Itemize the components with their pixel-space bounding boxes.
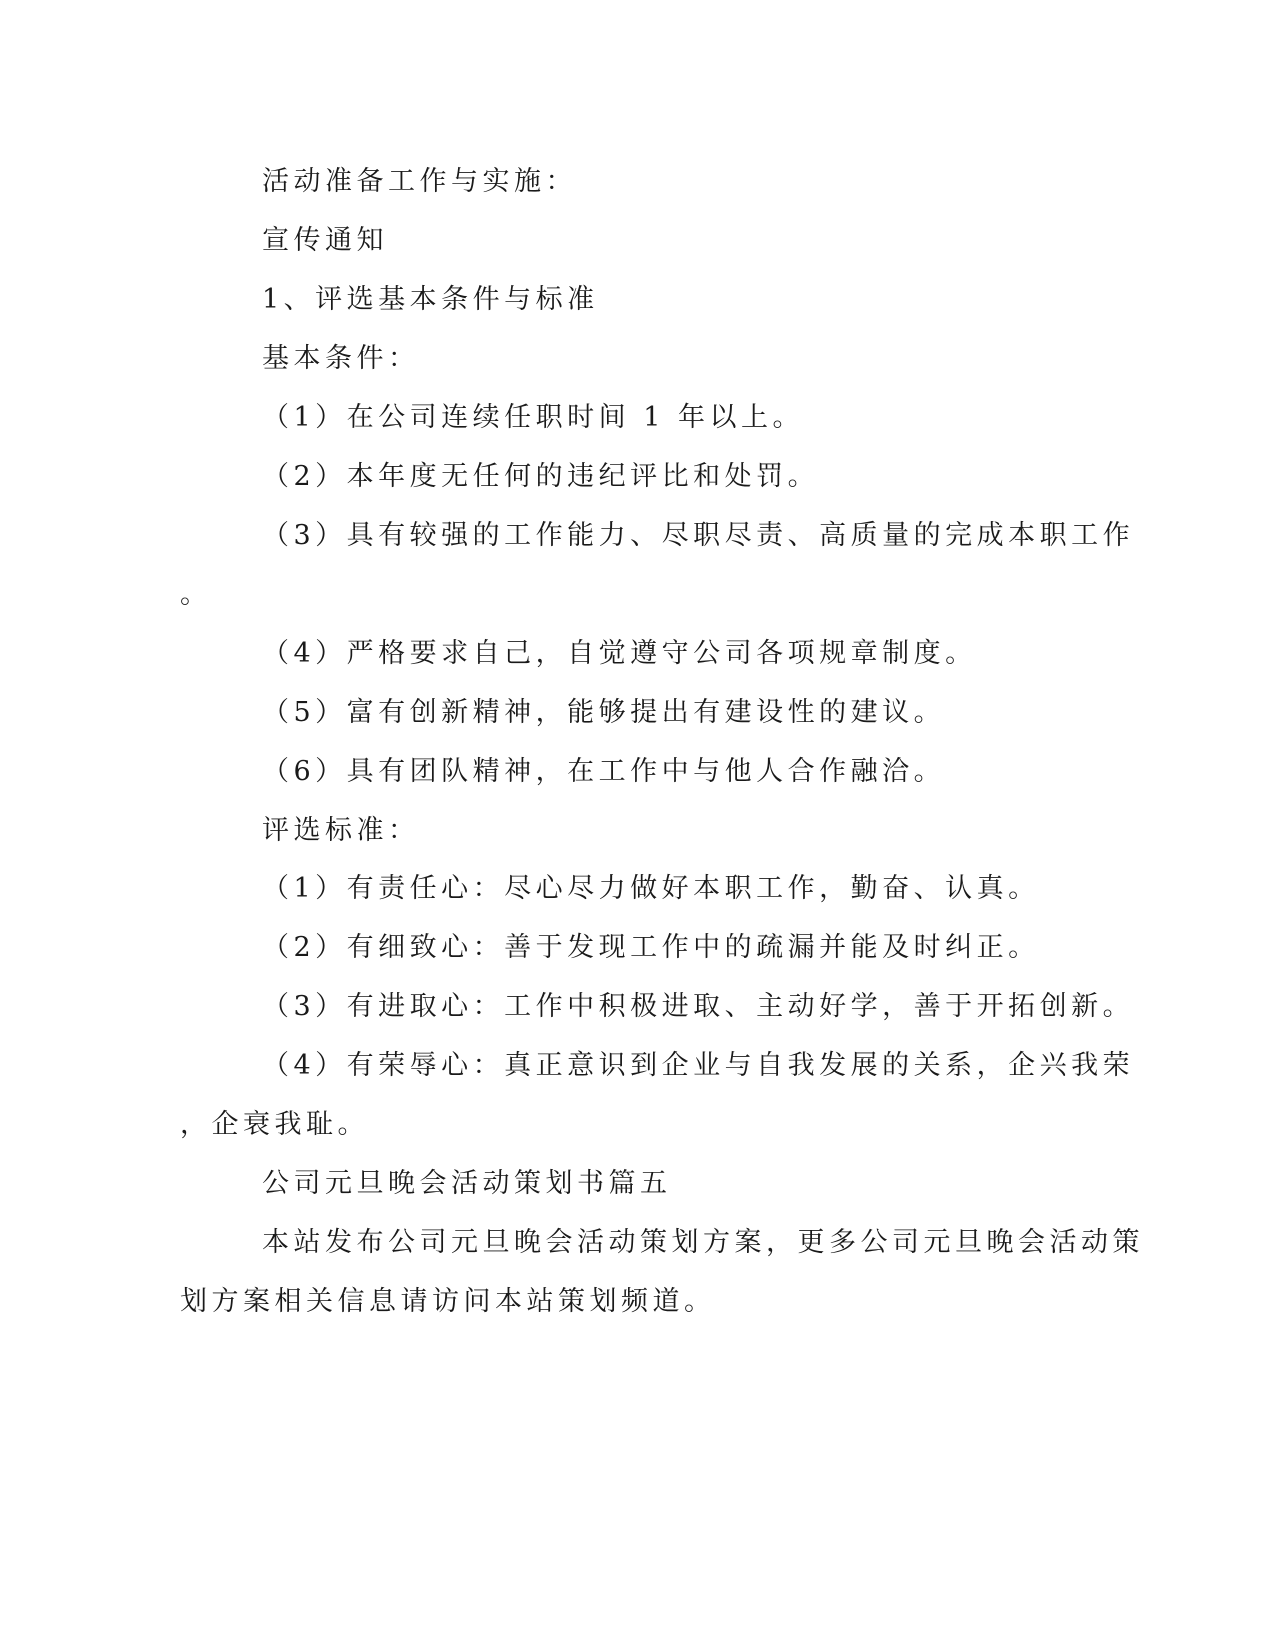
subheading-publicity: 宣传通知 (262, 225, 388, 256)
condition-item: （1）在公司连续任职时间 1 年以上。 (262, 402, 805, 433)
standard-item: （3）有进取心：工作中积极进取、主动好学，善于开拓创新。 (262, 991, 1135, 1022)
section-title-part-five: 公司元旦晚会活动策划书篇五 (262, 1168, 672, 1199)
standard-item: （2）有细致心：善于发现工作中的疏漏并能及时纠正。 (262, 932, 1040, 963)
label-basic-conditions: 基本条件： (262, 343, 420, 374)
section-heading-preparation: 活动准备工作与实施： (262, 166, 577, 197)
standard-item-continuation: ，企衰我耻。 (180, 1109, 369, 1140)
standard-item: （4）有荣辱心：真正意识到企业与自我发展的关系，企兴我荣 (262, 1050, 1135, 1081)
subheading-criteria: 1、评选基本条件与标准 (262, 284, 599, 315)
condition-item: （5）富有创新精神，能够提出有建设性的建议。 (262, 697, 946, 728)
condition-item: （3）具有较强的工作能力、尽职尽责、高质量的完成本职工作 (262, 520, 1135, 551)
condition-item-continuation: 。 (180, 579, 212, 610)
label-evaluation-standards: 评选标准： (262, 815, 420, 846)
condition-item: （6）具有团队精神，在工作中与他人合作融洽。 (262, 756, 946, 787)
condition-item: （4）严格要求自己，自觉遵守公司各项规章制度。 (262, 638, 977, 669)
standard-item: （1）有责任心：尽心尽力做好本职工作，勤奋、认真。 (262, 873, 1040, 904)
body-paragraph-continuation: 划方案相关信息请访问本站策划频道。 (180, 1286, 716, 1317)
body-paragraph: 本站发布公司元旦晚会活动策划方案，更多公司元旦晚会活动策 (262, 1227, 1144, 1258)
condition-item: （2）本年度无任何的违纪评比和处罚。 (262, 461, 820, 492)
